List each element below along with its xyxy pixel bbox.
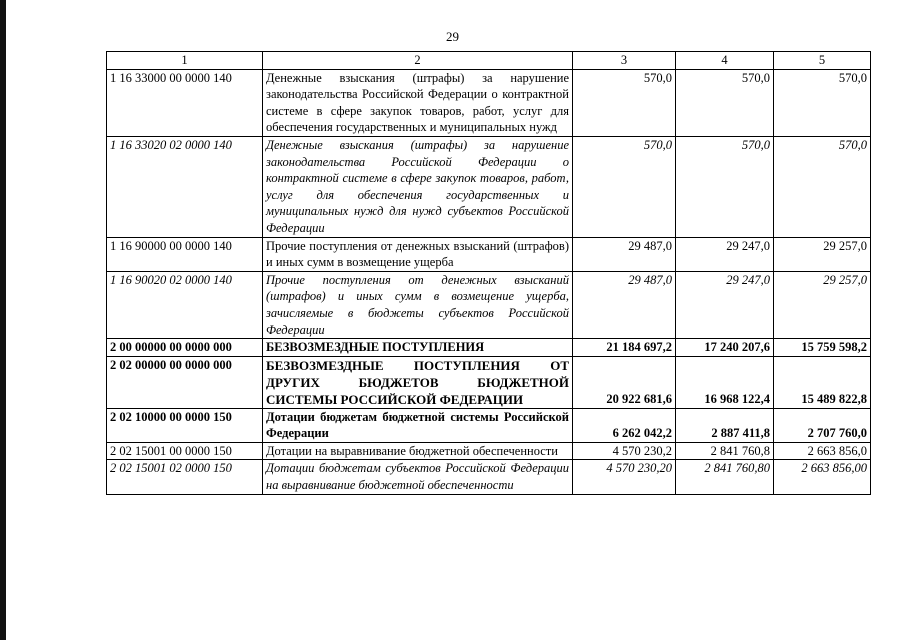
row-value-col5: 29 257,0 bbox=[774, 271, 871, 338]
table-row bbox=[107, 136, 871, 237]
row-code: 2 02 10000 00 0000 150 bbox=[107, 408, 263, 442]
row-value-col3: 570,0 bbox=[573, 136, 676, 237]
row-value-col3: 20 922 681,6 bbox=[573, 356, 676, 408]
row-value-col3: 21 184 697,2 bbox=[573, 339, 676, 357]
row-code: 2 02 00000 00 0000 000 bbox=[107, 356, 263, 408]
table-row bbox=[107, 69, 871, 136]
row-value-col4: 29 247,0 bbox=[676, 237, 774, 271]
row-value-col5: 570,0 bbox=[774, 69, 871, 136]
row-value-col3: 4 570 230,20 bbox=[573, 460, 676, 494]
row-value-col4: 29 247,0 bbox=[676, 271, 774, 338]
column-header-3: 3 bbox=[573, 52, 676, 70]
row-name: Дотации бюджетам субъектов Российской Федерации на выравнивание бюджетной обеспеченности bbox=[263, 460, 573, 494]
row-value-col3: 29 487,0 bbox=[573, 237, 676, 271]
table-row bbox=[107, 460, 871, 494]
row-name: Прочие поступления от денежных взысканий (штрафов) и иных сумм в возмещение ущерба, зачисляемые в бюджеты субъектов Российской Федерации bbox=[263, 271, 573, 338]
row-value-col5: 29 257,0 bbox=[774, 237, 871, 271]
row-code: 1 16 33020 02 0000 140 bbox=[107, 136, 263, 237]
column-header-2: 2 bbox=[263, 52, 573, 70]
table-row bbox=[107, 356, 871, 408]
row-name: Дотации на выравнивание бюджетной обеспеченности bbox=[263, 442, 573, 460]
row-name: Денежные взыскания (штрафы) за нарушение законодательства Российской Федерации о контрактной системе в сфере закупок товаров, работ, услуг для обеспечения государственных и муниципальных нужд bbox=[263, 69, 573, 136]
row-value-col5: 2 663 856,0 bbox=[774, 442, 871, 460]
row-value-col3: 4 570 230,2 bbox=[573, 442, 676, 460]
row-code: 1 16 90000 00 0000 140 bbox=[107, 237, 263, 271]
table-body bbox=[107, 69, 871, 494]
table-row bbox=[107, 237, 871, 271]
table-row bbox=[107, 408, 871, 442]
table-row bbox=[107, 271, 871, 338]
page-number: 29 bbox=[446, 29, 459, 44]
row-code: 2 02 15001 02 0000 150 bbox=[107, 460, 263, 494]
row-value-col3: 6 262 042,2 bbox=[573, 408, 676, 442]
budget-table bbox=[106, 51, 871, 495]
row-value-col5: 15 759 598,2 bbox=[774, 339, 871, 357]
row-value-col5: 15 489 822,8 bbox=[774, 356, 871, 408]
row-value-col4: 570,0 bbox=[676, 69, 774, 136]
column-header-4: 4 bbox=[676, 52, 774, 70]
row-value-col4: 2 841 760,80 bbox=[676, 460, 774, 494]
row-value-col4: 16 968 122,4 bbox=[676, 356, 774, 408]
row-value-col5: 570,0 bbox=[774, 136, 871, 237]
column-header-5: 5 bbox=[774, 52, 871, 70]
row-value-col4: 570,0 bbox=[676, 136, 774, 237]
row-name: Прочие поступления от денежных взысканий (штрафов) и иных сумм в возмещение ущерба bbox=[263, 237, 573, 271]
row-value-col3: 29 487,0 bbox=[573, 271, 676, 338]
row-value-col5: 2 663 856,00 bbox=[774, 460, 871, 494]
row-code: 2 00 00000 00 0000 000 bbox=[107, 339, 263, 357]
row-name: БЕЗВОЗМЕЗДНЫЕ ПОСТУПЛЕНИЯ bbox=[263, 339, 573, 357]
row-name: Денежные взыскания (штрафы) за нарушение законодательства Российской Федерации о контрактной системе в сфере закупок товаров, работ, услуг для обеспечения государственных и муниципальных нужд для нужд субъектов Российской Федерации bbox=[263, 136, 573, 237]
scan-edge-bar bbox=[0, 0, 6, 640]
row-name: БЕЗВОЗМЕЗДНЫЕ ПОСТУПЛЕНИЯ ОТ ДРУГИХ БЮДЖЕТОВ БЮДЖЕТНОЙ СИСТЕМЫ РОССИЙСКОЙ ФЕДЕРАЦИИ bbox=[263, 356, 573, 408]
table-row bbox=[107, 339, 871, 357]
table-row bbox=[107, 442, 871, 460]
column-header-1: 1 bbox=[107, 52, 263, 70]
header-row bbox=[107, 52, 871, 70]
row-value-col4: 2 841 760,8 bbox=[676, 442, 774, 460]
row-code: 2 02 15001 00 0000 150 bbox=[107, 442, 263, 460]
row-value-col4: 17 240 207,6 bbox=[676, 339, 774, 357]
row-value-col3: 570,0 bbox=[573, 69, 676, 136]
row-name: Дотации бюджетам бюджетной системы Российской Федерации bbox=[263, 408, 573, 442]
row-code: 1 16 33000 00 0000 140 bbox=[107, 69, 263, 136]
row-value-col5: 2 707 760,0 bbox=[774, 408, 871, 442]
row-value-col4: 2 887 411,8 bbox=[676, 408, 774, 442]
row-code: 1 16 90020 02 0000 140 bbox=[107, 271, 263, 338]
